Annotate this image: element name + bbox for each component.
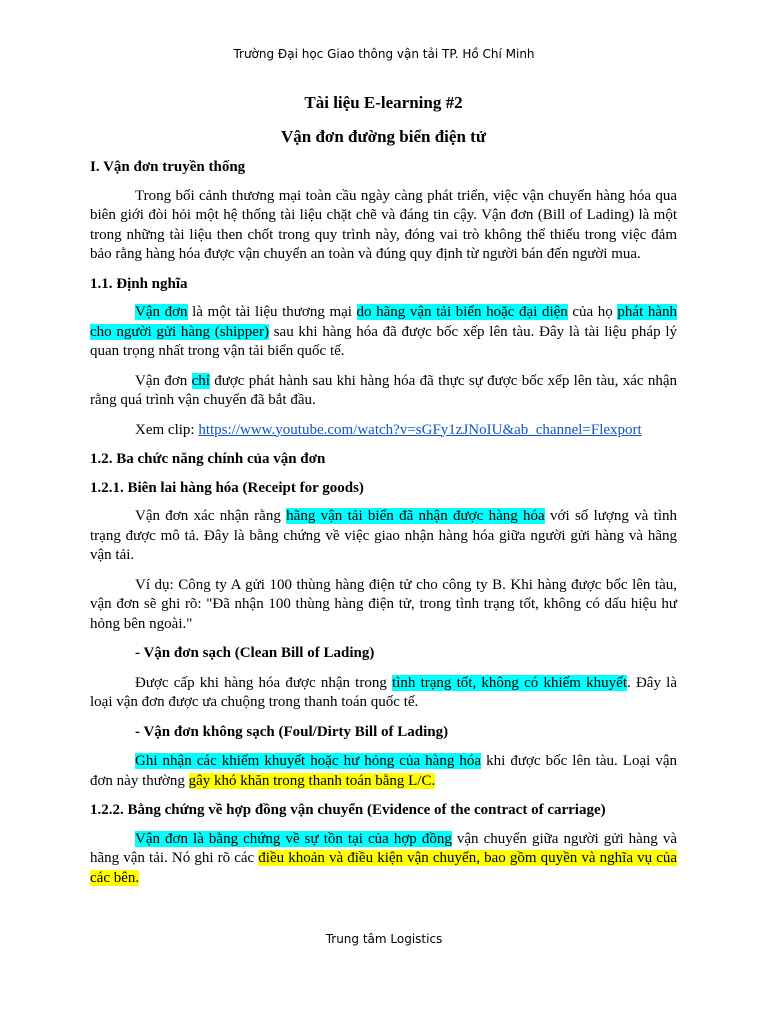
text-run: Vận đơn	[135, 372, 192, 389]
example-paragraph: Ví dụ: Công ty A gửi 100 thùng hàng điện tử cho công ty B. Khi hàng được bốc lên tàu, vận đơn sẽ ghi rõ: "Đã nhận 100 thùng hàng điện tử, trong tình trạng tốt, không có dấu hiệu hư hỏng bên ngoài."	[90, 576, 677, 632]
clip-label: Xem clip:	[135, 421, 199, 438]
text-run: khi được bốc lên tàu. Loại vận đơn này thường	[90, 753, 677, 789]
section-1-paragraph: Trong bối cảnh thương mại toàn cầu ngày càng phát triển, việc vận chuyển hàng hóa qua biên giới đòi hỏi một hệ thống tài liệu chặt chẽ và đáng tin cậy. Vận đơn (Bill of Lading) là một trong những tài liệu then chốt trong quy trình này, đóng vai trò không thể thiếu trong việc đảm bảo rằng hàng hóa được vận chuyển an toàn và đúng quy định từ người bán đến người mua.	[90, 187, 677, 262]
highlight-yellow: điều khoản và điều kiện vận chuyển, bao gồm quyền và nghĩa vụ của các bên.	[90, 850, 678, 886]
section-1-heading: I. Vận đơn truyền thống	[90, 159, 246, 175]
document-title: Tài liệu E-learning #2	[304, 93, 463, 112]
text-run: vận chuyển giữa người gửi hàng và hãng vận tải. Nó ghi rõ các	[90, 830, 677, 866]
section-1-1-heading: 1.1. Định nghĩa	[90, 275, 188, 292]
section-1-2-heading: 1.2. Ba chức năng chính của vận đơn	[90, 451, 326, 467]
text-run: là một tài liệu thương mại	[187, 304, 357, 320]
highlight: Vận đơn	[135, 304, 188, 320]
text-run: của họ	[567, 304, 618, 320]
highlight: phát hành cho người gửi hàng (shipper)	[90, 304, 677, 340]
page-footer: Trung tâm Logistics	[325, 932, 443, 946]
receipt-paragraph	[90, 507, 677, 566]
highlight: do hãng vận tải biển hoặc đại diện	[356, 304, 568, 320]
text-run: Vận đơn xác nhận rằng	[135, 508, 287, 524]
document-subtitle: Vận đơn đường biển điện tử	[280, 127, 487, 146]
highlight: Vận đơn là bằng chứng về sự tồn tại của hợp đồng	[135, 830, 452, 847]
highlight: chỉ	[191, 372, 210, 389]
text-run: với số lượng và tình trạng được mô tả. Đây là bằng chứng về việc giao nhận hàng hóa giữa người gửi hàng và hãng vận tải.	[90, 508, 677, 563]
youtube-link[interactable]: https://www.youtube.com/watch?v=sGFy1zJNoIU&ab_channel=Flexport	[198, 421, 642, 438]
text-run: sau khi hàng hóa đã được bốc xếp lên tàu. Đây là tài liệu pháp lý quan trọng nhất trong vận tải biển quốc tế.	[90, 323, 677, 359]
foul-bl-paragraph	[90, 752, 677, 791]
document-body	[90, 92, 677, 898]
page-header: Trường Đại học Giao thông vận tải TP. Hồ Chí Minh	[233, 47, 535, 61]
text-run: Được cấp khi hàng hóa được nhận trong	[135, 674, 393, 691]
highlight: hãng vận tải biển đã nhận được hàng hóa	[286, 508, 545, 524]
foul-bl-heading: - Vận đơn không sạch (Foul/Dirty Bill of Lading)	[135, 723, 449, 740]
clip-paragraph	[90, 421, 677, 441]
section-1-2-2-heading: 1.2.2. Bằng chứng về hợp đồng vận chuyển (Evidence of the contract of carriage)	[90, 802, 606, 818]
contract-paragraph	[90, 830, 677, 889]
highlight: tình trạng tốt, không có khiếm khuyết	[392, 674, 628, 691]
definition-paragraph	[90, 303, 677, 362]
clean-bl-heading: - Vận đơn sạch (Clean Bill of Lading)	[135, 645, 375, 661]
text-run: được phát hành sau khi hàng hóa đã thực sự được bốc xếp lên tàu, xác nhận rằng quá trình vận chuyển đã bắt đầu.	[90, 372, 677, 408]
text-run: . Đây là loại vận đơn được ưa chuộng trong thanh toán quốc tế.	[90, 674, 677, 710]
highlight: Ghi nhận các khiếm khuyết hoặc hư hỏng của hàng hóa	[135, 753, 482, 769]
highlight-yellow: gây khó khăn trong thanh toán bằng L/C.	[188, 772, 436, 789]
section-1-2-1-heading: 1.2.1. Biên lai hàng hóa (Receipt for goods)	[90, 479, 364, 496]
clean-bl-paragraph	[90, 674, 677, 713]
issuance-paragraph	[90, 372, 677, 411]
